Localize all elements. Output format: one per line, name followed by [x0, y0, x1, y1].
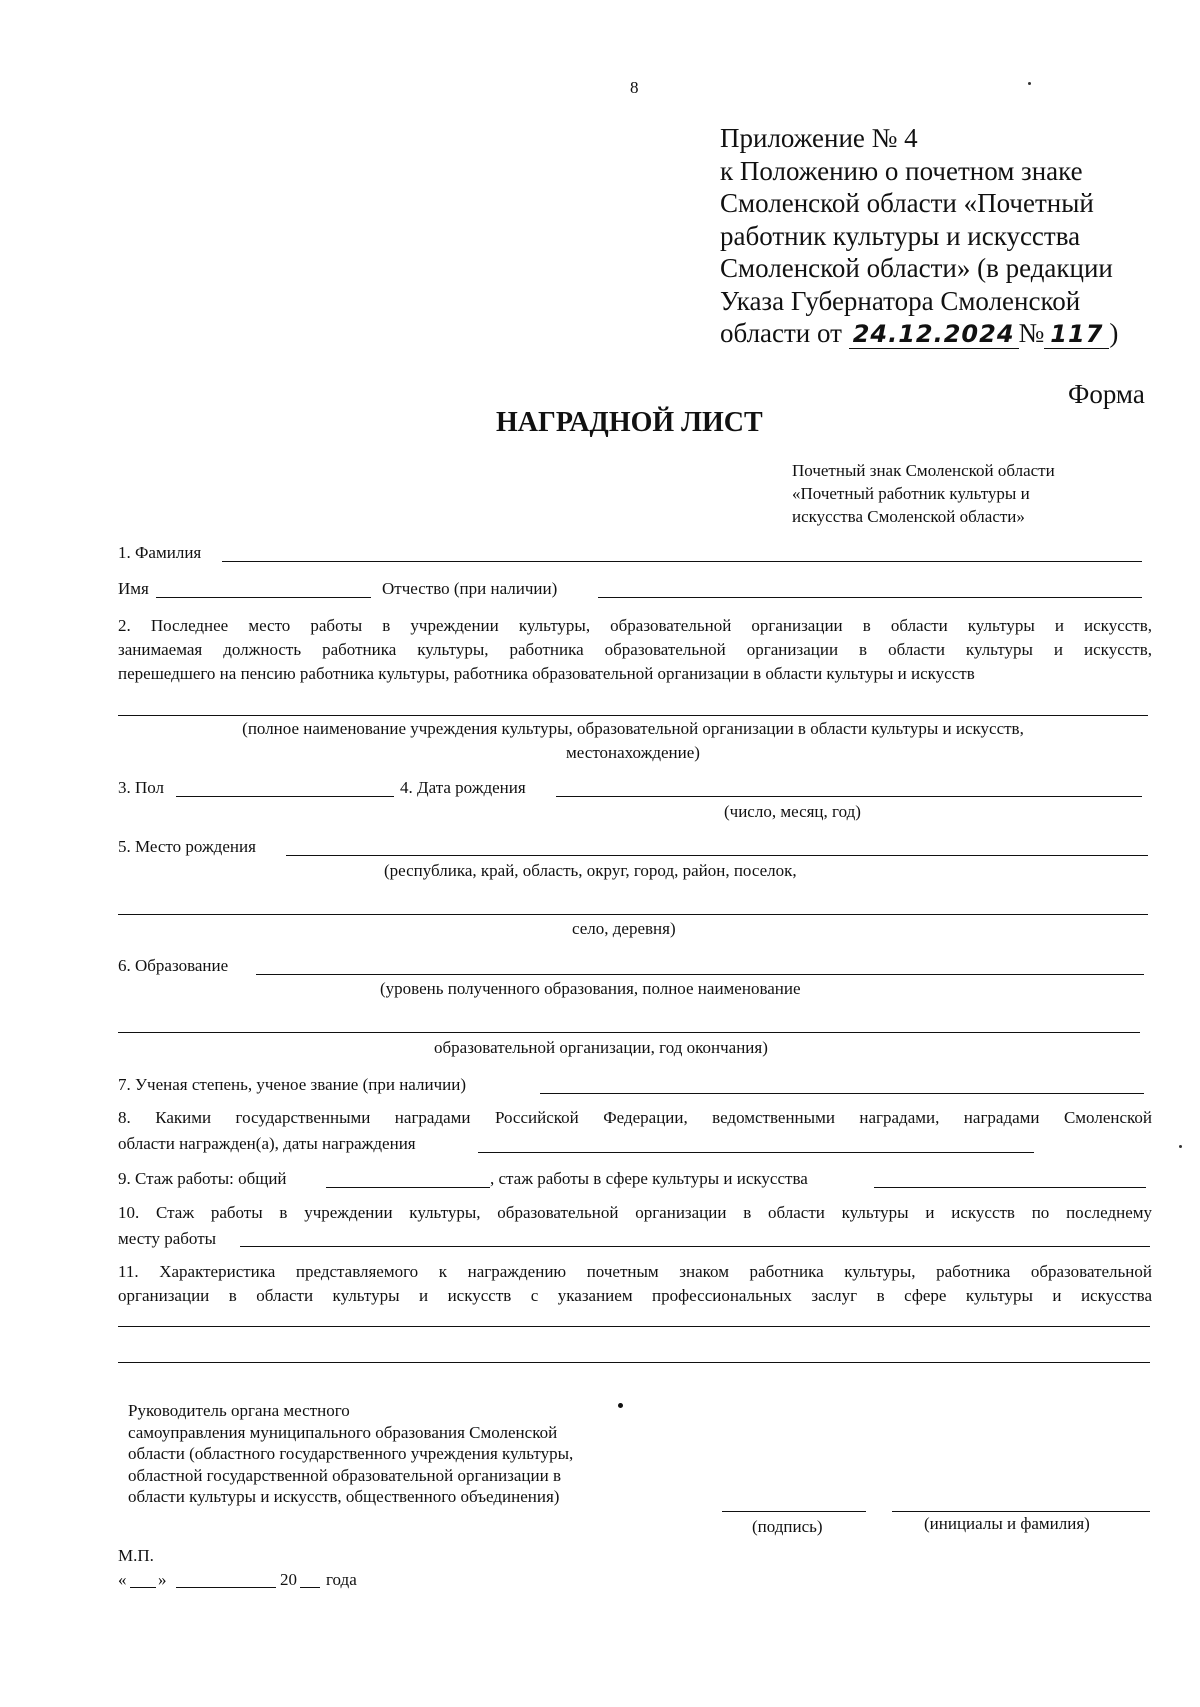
- day-field[interactable]: [130, 1587, 156, 1588]
- item2-line: занимаемая должность работника культуры, работника образовательной организации в области культуры и искусств,: [118, 640, 1152, 659]
- appendix-line: работник культуры и искусства: [720, 220, 1081, 251]
- name-label: Имя: [118, 579, 149, 598]
- item10-label: 10. Стаж работы в учреждении культуры, образовательной организации в области культуры и искусств по последнему: [118, 1203, 1152, 1222]
- appendix-line: Смоленской области «Почетный: [720, 188, 1094, 218]
- experience-culture-field[interactable]: [874, 1187, 1146, 1188]
- patronymic-field[interactable]: [598, 597, 1142, 598]
- signatory-line: областной государственной образовательной организации в: [128, 1465, 562, 1485]
- document-title: НАГРАДНОЙ ЛИСТ: [496, 407, 763, 438]
- experience-general-label: 9. Стаж работы: общий: [118, 1169, 287, 1188]
- education-field-2[interactable]: [118, 1032, 1140, 1033]
- signatory-line: Руководитель органа местного: [128, 1401, 350, 1420]
- signatory-description: [128, 1400, 668, 1508]
- signatory-line: самоуправления муниципального образования Смоленской: [128, 1422, 558, 1442]
- education-label: 6. Образование: [118, 956, 229, 975]
- item2-line: перешедшего на пенсию работника культуры, работника образовательной организации в области культуры и искусств: [118, 664, 975, 683]
- birth-date-label: 4. Дата рождения: [400, 778, 526, 797]
- workplace-hint: (полное наименование учреждения культуры, образовательной организации в области культуры и искусств,: [242, 719, 1024, 738]
- experience-general-field[interactable]: [326, 1187, 490, 1188]
- surname-label: 1. Фамилия: [118, 543, 202, 562]
- signatory-line: области (областного государственного учреждения культуры,: [128, 1444, 574, 1463]
- award-name-line: искусства Смоленской области»: [792, 507, 1025, 526]
- initials-hint: (инициалы и фамилия): [924, 1514, 1090, 1533]
- year-suffix: года: [326, 1570, 357, 1589]
- seal-label: М.П.: [118, 1546, 154, 1565]
- item2-line: 2. Последнее место работы в учреждении культуры, образовательной организации в области культуры и искусств,: [118, 616, 1152, 635]
- date-close-quote: »: [158, 1570, 167, 1589]
- signature-field[interactable]: [722, 1511, 866, 1512]
- characteristic-field[interactable]: [118, 1326, 1150, 1327]
- awards-label: 8. Какими государственными наградами Российской Федерации, ведомственными наградами, наградами Смоленской: [118, 1108, 1152, 1127]
- degree-field[interactable]: [540, 1093, 1144, 1094]
- appendix-line: Смоленской области» (в редакции: [720, 253, 1113, 283]
- characteristic-field-2[interactable]: [118, 1362, 1150, 1363]
- page-number: 8: [630, 78, 639, 97]
- handwritten-date: 24.12.2024: [849, 320, 1019, 349]
- scan-speck: [1028, 82, 1031, 85]
- award-name-line: Почетный знак Смоленской области: [792, 461, 1055, 480]
- item10-label-2: месту работы: [118, 1229, 217, 1248]
- award-name-line: «Почетный работник культуры и: [792, 484, 1030, 503]
- year-field[interactable]: [300, 1587, 320, 1588]
- awards-label-2: области награжден(а), даты награждения: [118, 1134, 416, 1153]
- appendix-line: Указа Губернатора Смоленской: [720, 285, 1081, 316]
- closing-bracket: ): [1109, 318, 1119, 348]
- degree-label: 7. Ученая степень, ученое звание (при наличии): [118, 1075, 466, 1094]
- birth-place-label: 5. Место рождения: [118, 837, 256, 856]
- item11-label-2: организации в области культуры и искусств с указанием профессиональных заслуг в сфере культуры и искусства: [118, 1286, 1152, 1305]
- birth-place-field[interactable]: [286, 855, 1148, 856]
- item10-field[interactable]: [240, 1246, 1150, 1247]
- sex-label: 3. Пол: [118, 778, 165, 797]
- birth-place-hint: село, деревня): [572, 919, 676, 938]
- sex-field[interactable]: [176, 796, 394, 797]
- handwritten-number: 117: [1044, 320, 1109, 349]
- item11-label: 11. Характеристика представляемого к награждению почетным знаком работника культуры, работника образовательной: [118, 1262, 1152, 1281]
- workplace-hint: местонахождение): [566, 743, 700, 762]
- appendix-line: к Положению о почетном знаке: [720, 155, 1083, 186]
- birth-date-field[interactable]: [556, 796, 1142, 797]
- patronymic-label: Отчество (при наличии): [382, 579, 558, 598]
- experience-culture-label: , стаж работы в сфере культуры и искусства: [490, 1169, 808, 1188]
- appendix-block: [720, 122, 1118, 351]
- birth-place-field-2[interactable]: [118, 914, 1148, 915]
- name-field[interactable]: [156, 597, 371, 598]
- form-label: Форма: [1068, 379, 1145, 409]
- signatory-line: области культуры и искусств, общественного объединения): [128, 1487, 560, 1506]
- education-hint: (уровень полученного образования, полное наименование: [380, 979, 801, 998]
- appendix-line: Приложение № 4: [720, 123, 918, 153]
- appendix-line-date: [720, 317, 1118, 351]
- workplace-field[interactable]: [118, 715, 1148, 716]
- initials-field[interactable]: [892, 1511, 1150, 1512]
- number-sign: №: [1018, 318, 1045, 348]
- signature-hint: (подпись): [752, 1517, 823, 1536]
- surname-field[interactable]: [222, 561, 1142, 562]
- birth-date-hint: (число, месяц, год): [724, 802, 861, 821]
- scan-speck: [1179, 1145, 1182, 1148]
- month-field[interactable]: [176, 1587, 276, 1588]
- education-hint: образовательной организации, год окончания): [434, 1038, 768, 1057]
- awards-field[interactable]: [478, 1152, 1034, 1153]
- education-field[interactable]: [256, 974, 1144, 975]
- date-open-quote: «: [118, 1570, 127, 1589]
- birth-place-hint: (республика, край, область, округ, город, район, поселок,: [384, 861, 797, 880]
- year-prefix: 20: [280, 1570, 297, 1589]
- appendix-date-prefix: области от: [720, 318, 849, 348]
